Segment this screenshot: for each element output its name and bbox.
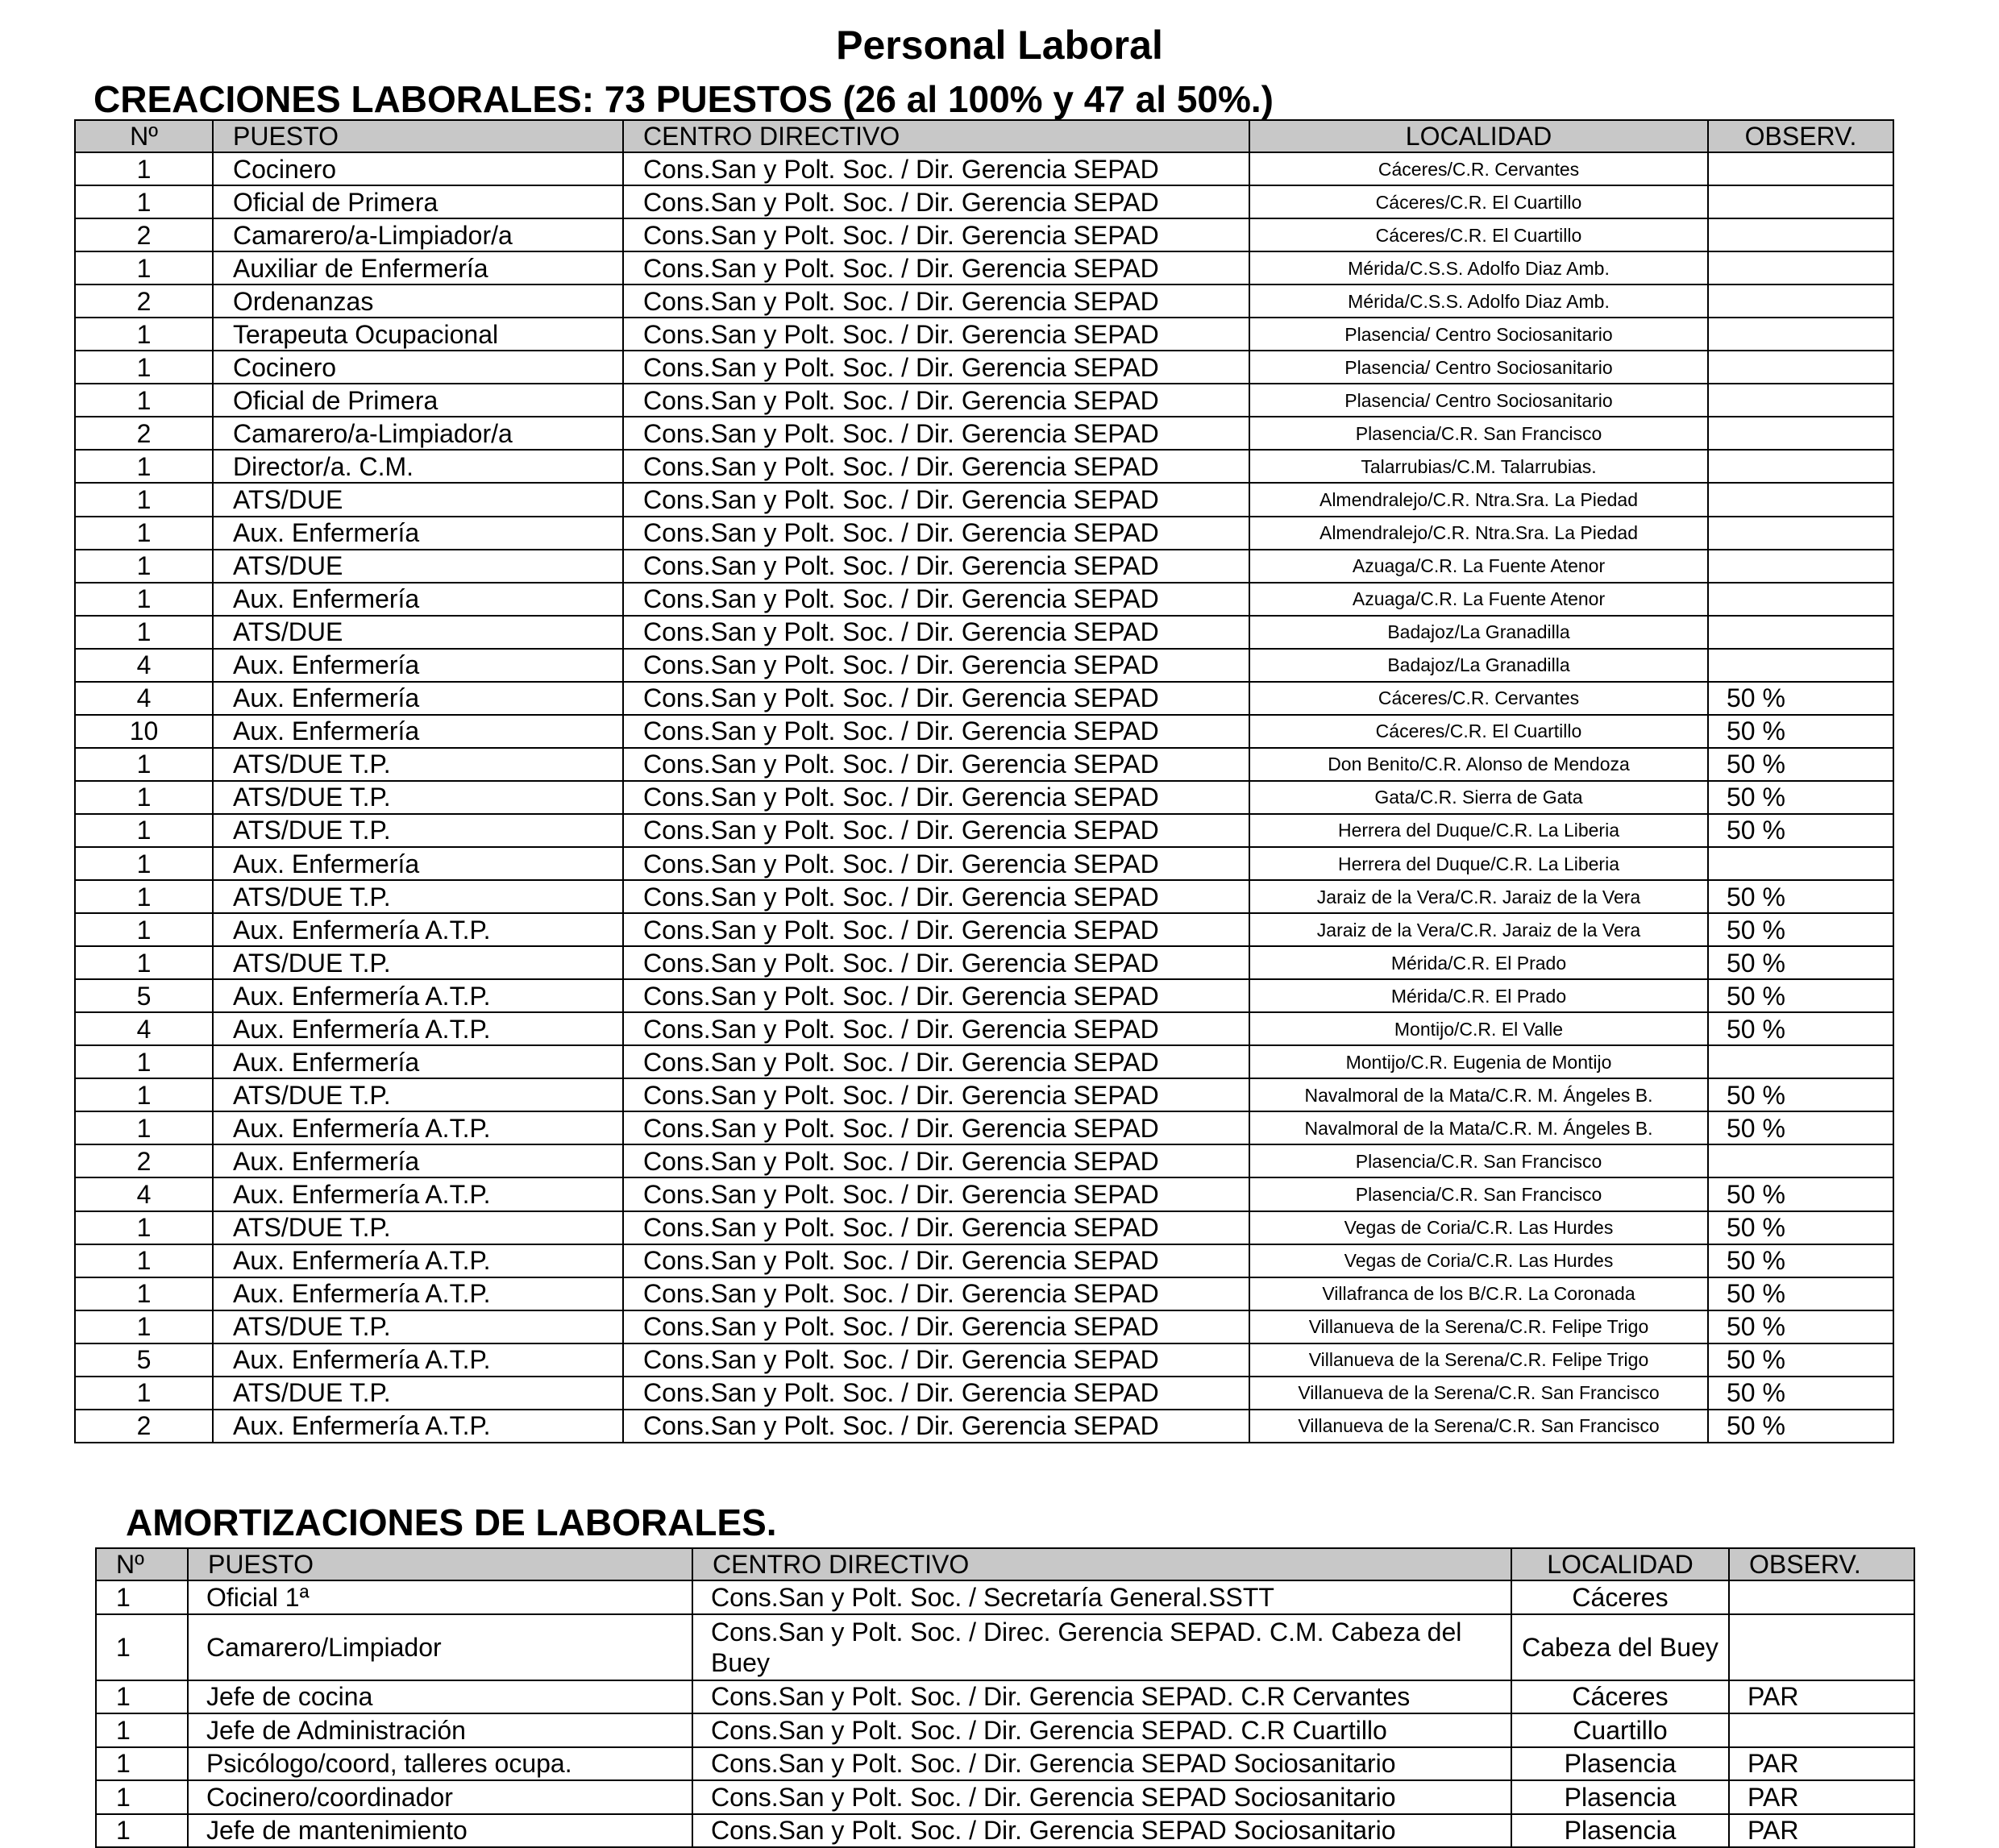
cell-centro: Cons.San y Polt. Soc. / Dir. Gerencia SEPAD (623, 384, 1249, 417)
cell-centro: Cons.San y Polt. Soc. / Dir. Gerencia SEPAD (623, 251, 1249, 284)
cell-puesto: ATS/DUE T.P. (213, 748, 623, 781)
cell-puesto: Aux. Enfermería A.T.P. (213, 913, 623, 946)
cell-num: 5 (75, 979, 213, 1012)
cell-centro: Cons.San y Polt. Soc. / Dir. Gerencia SEPAD (623, 1343, 1249, 1377)
col-header-localidad: LOCALIDAD (1511, 1548, 1729, 1580)
cell-observ: 50 % (1708, 1310, 1893, 1343)
cell-puesto: Aux. Enfermería A.T.P. (213, 1012, 623, 1045)
cell-observ: PAR (1729, 1814, 1914, 1848)
cell-num: 1 (75, 814, 213, 847)
cell-localidad: Villafranca de los B/C.R. La Coronada (1249, 1277, 1708, 1310)
col-header-observ: OBSERV. (1708, 120, 1893, 152)
cell-localidad: Jaraiz de la Vera/C.R. Jaraiz de la Vera (1249, 913, 1708, 946)
cell-puesto: Aux. Enfermería A.T.P. (213, 1277, 623, 1310)
cell-puesto: Aux. Enfermería (213, 715, 623, 748)
cell-centro: Cons.San y Polt. Soc. / Dir. Gerencia SEPAD (623, 1211, 1249, 1244)
cell-centro: Cons.San y Polt. Soc. / Dir. Gerencia SEPAD (623, 616, 1249, 649)
cell-puesto: Aux. Enfermería A.T.P. (213, 1177, 623, 1211)
cell-localidad: Mérida/C.R. El Prado (1249, 946, 1708, 979)
table-row (75, 682, 1893, 715)
cell-localidad: Cáceres (1511, 1580, 1729, 1614)
cell-localidad: Montijo/C.R. Eugenia de Montijo (1249, 1045, 1708, 1078)
table-row (75, 1078, 1893, 1111)
table-row (96, 1747, 1914, 1781)
cell-localidad: Cáceres/C.R. Cervantes (1249, 152, 1708, 185)
cell-observ (1708, 583, 1893, 616)
cell-localidad: Villanueva de la Serena/C.R. San Francisco (1249, 1410, 1708, 1443)
cell-localidad: Plasencia (1511, 1780, 1729, 1814)
cell-localidad: Herrera del Duque/C.R. La Liberia (1249, 814, 1708, 847)
cell-observ (1708, 1045, 1893, 1078)
cell-puesto: Aux. Enfermería A.T.P. (213, 979, 623, 1012)
cell-num: 1 (75, 946, 213, 979)
cell-num: 1 (75, 483, 213, 516)
cell-observ (1708, 450, 1893, 483)
table-row (75, 979, 1893, 1012)
cell-puesto: Jefe de Administración (188, 1713, 692, 1747)
cell-centro: Cons.San y Polt. Soc. / Dir. Gerencia SEPAD. C.R Cuartillo (692, 1713, 1511, 1747)
cell-localidad: Navalmoral de la Mata/C.R. M. Ángeles B. (1249, 1078, 1708, 1111)
cell-num: 1 (75, 1045, 213, 1078)
col-header-num: Nº (75, 120, 213, 152)
cell-observ: 50 % (1708, 1012, 1893, 1045)
cell-centro: Cons.San y Polt. Soc. / Dir. Gerencia SEPAD (623, 583, 1249, 616)
table-row (75, 1244, 1893, 1277)
cell-observ: 50 % (1708, 682, 1893, 715)
cell-observ: 50 % (1708, 748, 1893, 781)
cell-localidad: Jaraiz de la Vera/C.R. Jaraiz de la Vera (1249, 880, 1708, 913)
col-header-observ: OBSERV. (1729, 1548, 1914, 1580)
col-header-centro: CENTRO DIRECTIVO (692, 1548, 1511, 1580)
cell-centro: Cons.San y Polt. Soc. / Dir. Gerencia SEPAD (623, 152, 1249, 185)
cell-num: 1 (75, 1211, 213, 1244)
table-row (96, 1780, 1914, 1814)
col-header-puesto: PUESTO (188, 1548, 692, 1580)
cell-puesto: ATS/DUE T.P. (213, 880, 623, 913)
cell-centro: Cons.San y Polt. Soc. / Dir. Gerencia SEPAD Sociosanitario (692, 1780, 1511, 1814)
cell-localidad: Mérida/C.R. El Prado (1249, 979, 1708, 1012)
cell-num: 1 (75, 1377, 213, 1410)
cell-observ (1708, 284, 1893, 318)
cell-localidad: Herrera del Duque/C.R. La Liberia (1249, 847, 1708, 880)
amortizaciones-heading: AMORTIZACIONES DE LABORALES. (126, 1501, 777, 1543)
cell-centro: Cons.San y Polt. Soc. / Dir. Gerencia SEPAD (623, 913, 1249, 946)
col-header-centro: CENTRO DIRECTIVO (623, 120, 1249, 152)
cell-localidad: Plasencia/ Centro Sociosanitario (1249, 318, 1708, 351)
cell-num: 1 (75, 1078, 213, 1111)
cell-centro: Cons.San y Polt. Soc. / Direc. Gerencia SEPAD. C.M. Cabeza del Buey (692, 1614, 1511, 1680)
cell-puesto: ATS/DUE T.P. (213, 1310, 623, 1343)
cell-num: 1 (75, 1244, 213, 1277)
table-row (75, 251, 1893, 284)
cell-centro: Cons.San y Polt. Soc. / Dir. Gerencia SEPAD (623, 417, 1249, 450)
table-row (75, 517, 1893, 550)
cell-puesto: Camarero/a-Limpiador/a (213, 218, 623, 251)
cell-observ: 50 % (1708, 1343, 1893, 1377)
table-row (75, 284, 1893, 318)
cell-num: 1 (75, 616, 213, 649)
cell-centro: Cons.San y Polt. Soc. / Dir. Gerencia SEPAD Sociosanitario (692, 1814, 1511, 1848)
table-row (96, 1580, 1914, 1614)
cell-localidad: Villanueva de la Serena/C.R. Felipe Trigo (1249, 1310, 1708, 1343)
cell-num: 1 (75, 251, 213, 284)
cell-centro: Cons.San y Polt. Soc. / Dir. Gerencia SEPAD. C.R Cervantes (692, 1680, 1511, 1714)
cell-centro: Cons.San y Polt. Soc. / Dir. Gerencia SEPAD (623, 748, 1249, 781)
cell-puesto: Aux. Enfermería A.T.P. (213, 1111, 623, 1144)
cell-centro: Cons.San y Polt. Soc. / Dir. Gerencia SEPAD (623, 1377, 1249, 1410)
table-row (75, 218, 1893, 251)
cell-puesto: Aux. Enfermería (213, 682, 623, 715)
cell-puesto: ATS/DUE T.P. (213, 1211, 623, 1244)
cell-centro: Cons.San y Polt. Soc. / Dir. Gerencia SEPAD (623, 880, 1249, 913)
cell-num: 4 (75, 649, 213, 682)
cell-observ: 50 % (1708, 880, 1893, 913)
cell-observ (1708, 616, 1893, 649)
cell-num: 4 (75, 682, 213, 715)
cell-puesto: ATS/DUE T.P. (213, 814, 623, 847)
cell-observ: 50 % (1708, 1111, 1893, 1144)
table-row (75, 913, 1893, 946)
cell-puesto: Camarero/a-Limpiador/a (213, 417, 623, 450)
table-row (75, 318, 1893, 351)
cell-localidad: Plasencia/ Centro Sociosanitario (1249, 351, 1708, 384)
cell-puesto: Camarero/Limpiador (188, 1614, 692, 1680)
cell-num: 1 (75, 1310, 213, 1343)
cell-localidad: Navalmoral de la Mata/C.R. M. Ángeles B. (1249, 1111, 1708, 1144)
table-row (96, 1713, 1914, 1747)
cell-localidad: Cáceres/C.R. Cervantes (1249, 682, 1708, 715)
cell-observ: 50 % (1708, 1078, 1893, 1111)
cell-puesto: Aux. Enfermería (213, 649, 623, 682)
cell-centro: Cons.San y Polt. Soc. / Dir. Gerencia SEPAD (623, 979, 1249, 1012)
cell-centro: Cons.San y Polt. Soc. / Dir. Gerencia SEPAD (623, 1111, 1249, 1144)
table-row (75, 1377, 1893, 1410)
cell-num: 1 (96, 1780, 188, 1814)
cell-observ: 50 % (1708, 979, 1893, 1012)
table-row (75, 1343, 1893, 1377)
cell-num: 1 (96, 1680, 188, 1714)
cell-observ: 50 % (1708, 913, 1893, 946)
cell-puesto: Aux. Enfermería A.T.P. (213, 1410, 623, 1443)
cell-num: 1 (75, 583, 213, 616)
cell-observ: PAR (1729, 1780, 1914, 1814)
cell-centro: Cons.San y Polt. Soc. / Dir. Gerencia SEPAD (623, 814, 1249, 847)
cell-localidad: Cuartillo (1511, 1713, 1729, 1747)
cell-puesto: Cocinero (213, 152, 623, 185)
table-row (75, 781, 1893, 814)
cell-observ (1729, 1614, 1914, 1680)
table-header-row (75, 120, 1893, 152)
cell-puesto: ATS/DUE T.P. (213, 946, 623, 979)
cell-num: 1 (75, 1277, 213, 1310)
cell-observ (1708, 417, 1893, 450)
cell-centro: Cons.San y Polt. Soc. / Dir. Gerencia SEPAD (623, 682, 1249, 715)
cell-observ: PAR (1729, 1680, 1914, 1714)
cell-centro: Cons.San y Polt. Soc. / Dir. Gerencia SEPAD (623, 284, 1249, 318)
cell-centro: Cons.San y Polt. Soc. / Dir. Gerencia SEPAD (623, 1078, 1249, 1111)
cell-centro: Cons.San y Polt. Soc. / Dir. Gerencia SEPAD (623, 781, 1249, 814)
cell-observ (1729, 1713, 1914, 1747)
cell-centro: Cons.San y Polt. Soc. / Dir. Gerencia SEPAD (623, 1045, 1249, 1078)
cell-num: 2 (75, 1410, 213, 1443)
cell-observ (1708, 483, 1893, 516)
creaciones-heading: CREACIONES LABORALES: 73 PUESTOS (26 al 100% y 47 al 50%.) (94, 78, 1274, 120)
table-row (75, 1111, 1893, 1144)
table-row (75, 616, 1893, 649)
cell-puesto: ATS/DUE (213, 550, 623, 583)
cell-puesto: Director/a. C.M. (213, 450, 623, 483)
cell-puesto: Ordenanzas (213, 284, 623, 318)
cell-localidad: Villanueva de la Serena/C.R. San Francisco (1249, 1377, 1708, 1410)
cell-observ: PAR (1729, 1747, 1914, 1781)
table-row (75, 946, 1893, 979)
cell-observ: 50 % (1708, 1410, 1893, 1443)
cell-centro: Cons.San y Polt. Soc. / Secretaría General.SSTT (692, 1580, 1511, 1614)
table-row (75, 1177, 1893, 1211)
table-row (75, 715, 1893, 748)
cell-puesto: Aux. Enfermería (213, 583, 623, 616)
cell-num: 4 (75, 1177, 213, 1211)
cell-num: 1 (96, 1580, 188, 1614)
cell-num: 1 (75, 748, 213, 781)
cell-puesto: Cocinero (213, 351, 623, 384)
cell-num: 2 (75, 417, 213, 450)
cell-localidad: Cáceres (1511, 1680, 1729, 1714)
cell-localidad: Montijo/C.R. El Valle (1249, 1012, 1708, 1045)
table-row (96, 1614, 1914, 1680)
table-header-row (96, 1548, 1914, 1580)
cell-puesto: Aux. Enfermería A.T.P. (213, 1343, 623, 1377)
table-row (75, 1012, 1893, 1045)
cell-num: 1 (75, 1111, 213, 1144)
cell-localidad: Cáceres/C.R. El Cuartillo (1249, 185, 1708, 218)
cell-num: 1 (75, 517, 213, 550)
cell-localidad: Mérida/C.S.S. Adolfo Diaz Amb. (1249, 251, 1708, 284)
table-row (75, 483, 1893, 516)
cell-num: 1 (75, 880, 213, 913)
cell-observ: 50 % (1708, 1211, 1893, 1244)
creaciones-table (74, 119, 1894, 1443)
cell-observ (1708, 318, 1893, 351)
cell-observ (1708, 384, 1893, 417)
cell-localidad: Plasencia/C.R. San Francisco (1249, 1144, 1708, 1177)
cell-centro: Cons.San y Polt. Soc. / Dir. Gerencia SEPAD (623, 318, 1249, 351)
cell-localidad: Gata/C.R. Sierra de Gata (1249, 781, 1708, 814)
cell-localidad: Plasencia/C.R. San Francisco (1249, 417, 1708, 450)
cell-puesto: ATS/DUE (213, 483, 623, 516)
table-row (75, 748, 1893, 781)
cell-centro: Cons.San y Polt. Soc. / Dir. Gerencia SEPAD (623, 1410, 1249, 1443)
cell-puesto: ATS/DUE T.P. (213, 781, 623, 814)
amortizaciones-table (95, 1547, 1915, 1848)
cell-localidad: Mérida/C.S.S. Adolfo Diaz Amb. (1249, 284, 1708, 318)
cell-puesto: Terapeuta Ocupacional (213, 318, 623, 351)
cell-centro: Cons.San y Polt. Soc. / Dir. Gerencia SEPAD (623, 1144, 1249, 1177)
col-header-puesto: PUESTO (213, 120, 623, 152)
cell-puesto: ATS/DUE T.P. (213, 1078, 623, 1111)
cell-num: 5 (75, 1343, 213, 1377)
cell-centro: Cons.San y Polt. Soc. / Dir. Gerencia SEPAD (623, 946, 1249, 979)
cell-localidad: Talarrubias/C.M. Talarrubias. (1249, 450, 1708, 483)
cell-localidad: Badajoz/La Granadilla (1249, 649, 1708, 682)
cell-num: 2 (75, 1144, 213, 1177)
cell-puesto: Aux. Enfermería (213, 517, 623, 550)
cell-centro: Cons.San y Polt. Soc. / Dir. Gerencia SEPAD (623, 1177, 1249, 1211)
cell-puesto: Aux. Enfermería A.T.P. (213, 1244, 623, 1277)
table-row (75, 1045, 1893, 1078)
cell-localidad: Almendralejo/C.R. Ntra.Sra. La Piedad (1249, 517, 1708, 550)
table-row (75, 550, 1893, 583)
table-row (75, 583, 1893, 616)
cell-localidad: Cáceres/C.R. El Cuartillo (1249, 218, 1708, 251)
table-row (75, 417, 1893, 450)
table-row (75, 1211, 1893, 1244)
cell-centro: Cons.San y Polt. Soc. / Dir. Gerencia SEPAD (623, 847, 1249, 880)
cell-localidad: Plasencia/C.R. San Francisco (1249, 1177, 1708, 1211)
cell-observ: 50 % (1708, 1244, 1893, 1277)
table-row (75, 847, 1893, 880)
cell-observ: 50 % (1708, 814, 1893, 847)
cell-puesto: Cocinero/coordinador (188, 1780, 692, 1814)
cell-puesto: Oficial 1ª (188, 1580, 692, 1614)
table-row (75, 814, 1893, 847)
cell-observ (1708, 351, 1893, 384)
cell-observ: 50 % (1708, 1177, 1893, 1211)
cell-localidad: Vegas de Coria/C.R. Las Hurdes (1249, 1211, 1708, 1244)
cell-centro: Cons.San y Polt. Soc. / Dir. Gerencia SEPAD (623, 218, 1249, 251)
cell-observ (1708, 251, 1893, 284)
cell-centro: Cons.San y Polt. Soc. / Dir. Gerencia SEPAD (623, 1244, 1249, 1277)
cell-centro: Cons.San y Polt. Soc. / Dir. Gerencia SEPAD (623, 351, 1249, 384)
table-row (75, 1144, 1893, 1177)
cell-observ (1708, 185, 1893, 218)
cell-localidad: Badajoz/La Granadilla (1249, 616, 1708, 649)
cell-observ (1708, 152, 1893, 185)
cell-num: 1 (75, 847, 213, 880)
cell-num: 1 (75, 351, 213, 384)
cell-localidad: Vegas de Coria/C.R. Las Hurdes (1249, 1244, 1708, 1277)
cell-puesto: Aux. Enfermería (213, 1045, 623, 1078)
cell-observ (1708, 847, 1893, 880)
cell-puesto: Aux. Enfermería (213, 847, 623, 880)
cell-num: 1 (96, 1614, 188, 1680)
cell-num: 1 (96, 1713, 188, 1747)
cell-num: 1 (75, 550, 213, 583)
cell-centro: Cons.San y Polt. Soc. / Dir. Gerencia SEPAD (623, 483, 1249, 516)
cell-puesto: Jefe de cocina (188, 1680, 692, 1714)
cell-puesto: Oficial de Primera (213, 384, 623, 417)
cell-num: 1 (96, 1747, 188, 1781)
cell-num: 1 (75, 384, 213, 417)
table-row (75, 152, 1893, 185)
cell-num: 4 (75, 1012, 213, 1045)
cell-localidad: Almendralejo/C.R. Ntra.Sra. La Piedad (1249, 483, 1708, 516)
table-row (75, 384, 1893, 417)
cell-observ: 50 % (1708, 946, 1893, 979)
cell-centro: Cons.San y Polt. Soc. / Dir. Gerencia SEPAD (623, 517, 1249, 550)
cell-centro: Cons.San y Polt. Soc. / Dir. Gerencia SEPAD (623, 550, 1249, 583)
cell-observ (1708, 517, 1893, 550)
cell-puesto: Oficial de Primera (213, 185, 623, 218)
cell-observ (1708, 649, 1893, 682)
table-row (75, 1410, 1893, 1443)
table-row (75, 450, 1893, 483)
cell-num: 1 (75, 913, 213, 946)
page-title: Personal Laboral (836, 23, 1163, 68)
cell-puesto: Psicólogo/coord, talleres ocupa. (188, 1747, 692, 1781)
cell-localidad: Cabeza del Buey (1511, 1614, 1729, 1680)
cell-observ (1729, 1580, 1914, 1614)
cell-centro: Cons.San y Polt. Soc. / Dir. Gerencia SEPAD Sociosanitario (692, 1747, 1511, 1781)
cell-observ (1708, 1144, 1893, 1177)
table-row (75, 351, 1893, 384)
table-row (75, 880, 1893, 913)
table-row (75, 185, 1893, 218)
cell-num: 1 (75, 450, 213, 483)
cell-puesto: Auxiliar de Enfermería (213, 251, 623, 284)
cell-localidad: Azuaga/C.R. La Fuente Atenor (1249, 583, 1708, 616)
cell-num: 2 (75, 284, 213, 318)
cell-observ: 50 % (1708, 1377, 1893, 1410)
cell-localidad: Azuaga/C.R. La Fuente Atenor (1249, 550, 1708, 583)
cell-centro: Cons.San y Polt. Soc. / Dir. Gerencia SEPAD (623, 1012, 1249, 1045)
cell-localidad: Don Benito/C.R. Alonso de Mendoza (1249, 748, 1708, 781)
cell-puesto: Aux. Enfermería (213, 1144, 623, 1177)
cell-localidad: Plasencia/ Centro Sociosanitario (1249, 384, 1708, 417)
cell-num: 1 (75, 152, 213, 185)
cell-localidad: Villanueva de la Serena/C.R. Felipe Trigo (1249, 1343, 1708, 1377)
cell-num: 1 (96, 1814, 188, 1848)
cell-num: 1 (75, 185, 213, 218)
table-row (96, 1814, 1914, 1848)
cell-localidad: Plasencia (1511, 1814, 1729, 1848)
table-row (75, 649, 1893, 682)
cell-observ (1708, 218, 1893, 251)
col-header-num: Nº (96, 1548, 188, 1580)
cell-puesto: Jefe de mantenimiento (188, 1814, 692, 1848)
cell-centro: Cons.San y Polt. Soc. / Dir. Gerencia SEPAD (623, 1277, 1249, 1310)
cell-centro: Cons.San y Polt. Soc. / Dir. Gerencia SEPAD (623, 715, 1249, 748)
cell-centro: Cons.San y Polt. Soc. / Dir. Gerencia SEPAD (623, 450, 1249, 483)
cell-num: 2 (75, 218, 213, 251)
cell-observ: 50 % (1708, 1277, 1893, 1310)
cell-observ: 50 % (1708, 781, 1893, 814)
cell-num: 1 (75, 318, 213, 351)
cell-centro: Cons.San y Polt. Soc. / Dir. Gerencia SEPAD (623, 1310, 1249, 1343)
table-row (96, 1680, 1914, 1714)
cell-puesto: ATS/DUE (213, 616, 623, 649)
cell-num: 10 (75, 715, 213, 748)
cell-puesto: ATS/DUE T.P. (213, 1377, 623, 1410)
table-row (75, 1310, 1893, 1343)
col-header-localidad: LOCALIDAD (1249, 120, 1708, 152)
cell-localidad: Cáceres/C.R. El Cuartillo (1249, 715, 1708, 748)
cell-centro: Cons.San y Polt. Soc. / Dir. Gerencia SEPAD (623, 185, 1249, 218)
cell-observ: 50 % (1708, 715, 1893, 748)
cell-observ (1708, 550, 1893, 583)
cell-localidad: Plasencia (1511, 1747, 1729, 1781)
cell-centro: Cons.San y Polt. Soc. / Dir. Gerencia SEPAD (623, 649, 1249, 682)
table-row (75, 1277, 1893, 1310)
cell-num: 1 (75, 781, 213, 814)
